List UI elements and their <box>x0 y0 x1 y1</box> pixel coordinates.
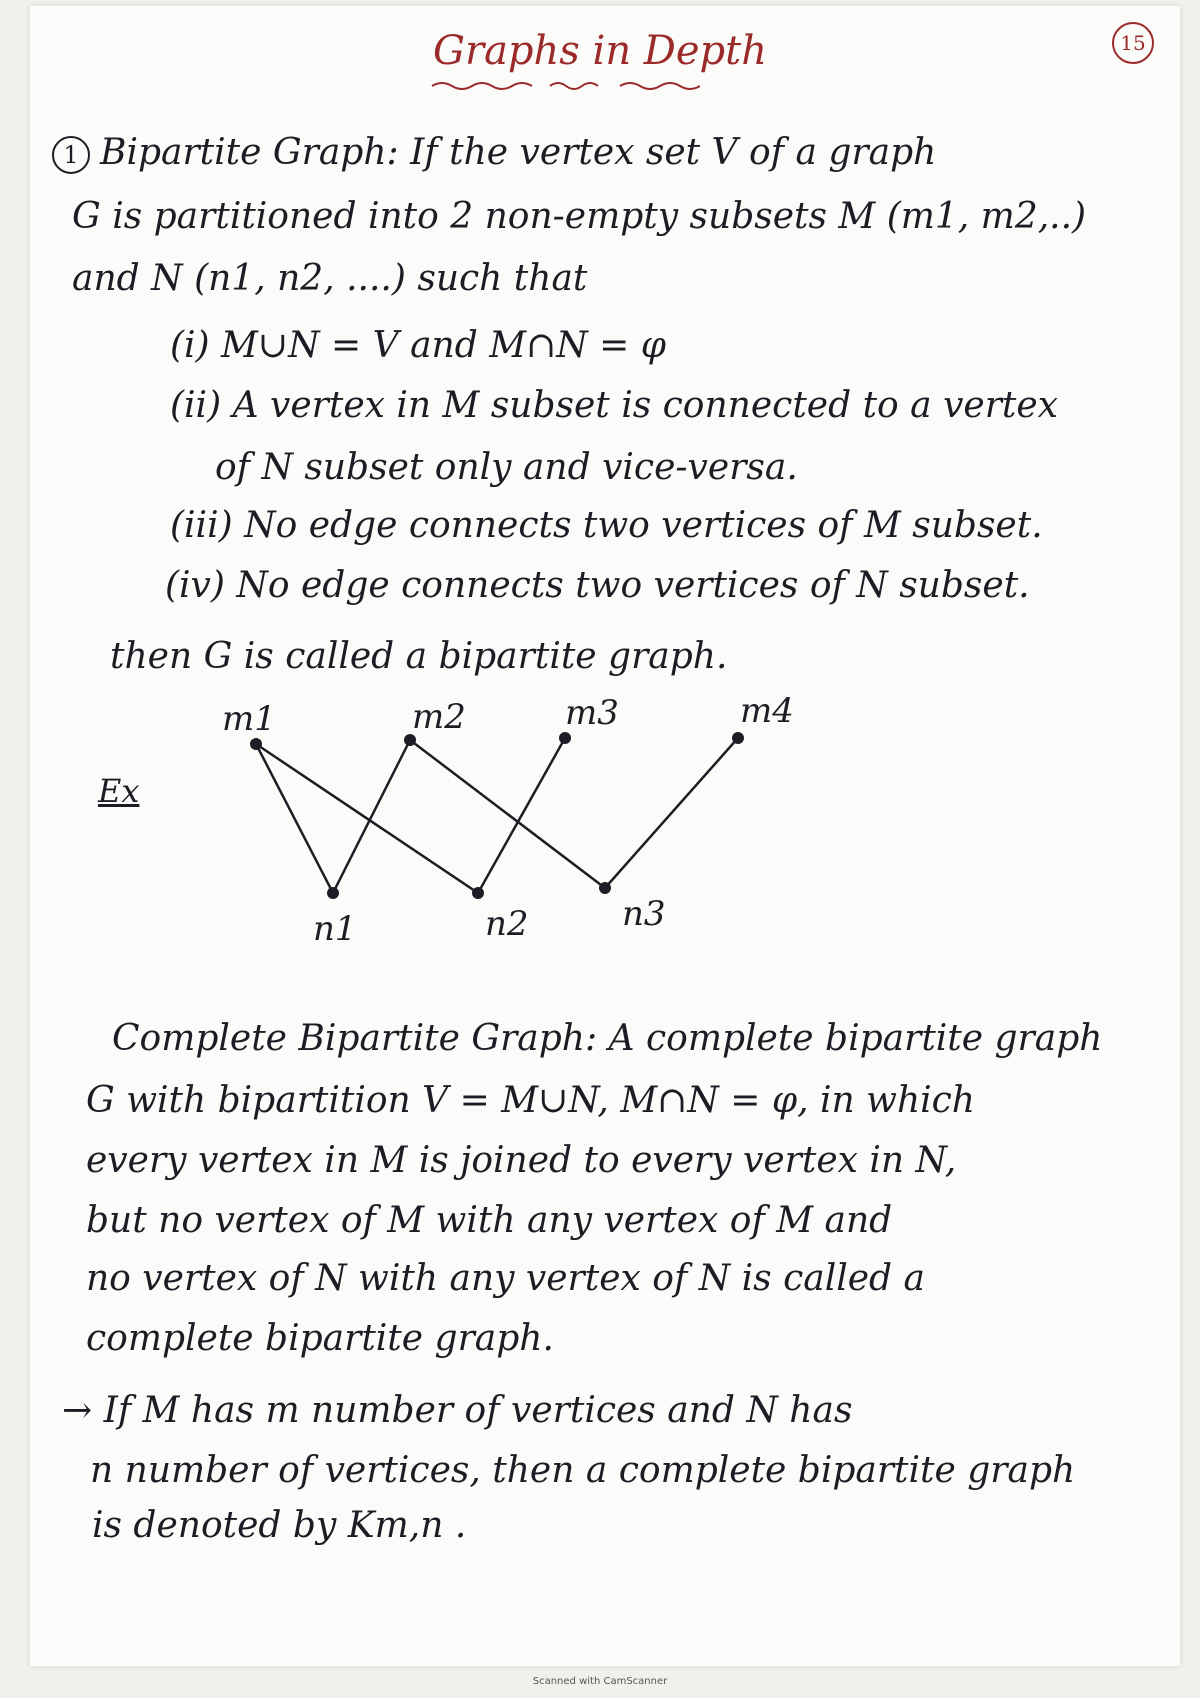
condition-4: (iv) No edge connects two vertices of N subset. <box>165 565 1030 606</box>
note-line-1: → If M has m number of vertices and N has <box>62 1390 853 1431</box>
scanner-watermark: Scanned with CamScanner <box>532 1676 668 1687</box>
edge-m4-n3 <box>605 738 738 888</box>
definition-line-2: G is partitioned into 2 non-empty subsets M (m1, m2,..) <box>72 196 1087 237</box>
label-n1: n1 <box>313 909 357 949</box>
note-line-2: n number of vertices, then a complete bipartite graph <box>90 1450 1076 1491</box>
condition-3: (iii) No edge connects two vertices of M subset. <box>170 505 1043 546</box>
vertex-labels <box>222 691 794 949</box>
condition-2: (ii) A vertex in M subset is connected to a vertex <box>170 385 1058 426</box>
complete-def-line-6: complete bipartite graph. <box>86 1318 554 1359</box>
example-label: Ex <box>98 772 140 810</box>
label-n2: n2 <box>485 904 529 944</box>
edge-m1-n1 <box>256 744 333 893</box>
vertex-n2 <box>472 887 484 899</box>
definition-line-1: 1 Bipartite Graph: If the vertex set V of a graph <box>52 132 936 174</box>
section-number: 1 <box>52 136 90 174</box>
condition-1: (i) M∪N = V and M∩N = φ <box>170 325 666 366</box>
edge-m3-n2 <box>478 738 565 893</box>
label-m4: m4 <box>740 691 794 731</box>
vertex-m3 <box>559 732 571 744</box>
label-m3: m3 <box>565 693 619 733</box>
complete-def-line-5: no vertex of N with any vertex of N is called a <box>86 1258 926 1299</box>
page-number: 15 <box>1112 22 1154 64</box>
condition-2-cont: of N subset only and vice-versa. <box>215 447 798 488</box>
complete-def-line-2: G with bipartition V = M∪N, M∩N = φ, in which <box>86 1080 975 1121</box>
edge-m2-n1 <box>333 740 410 893</box>
note-line-3: is denoted by Km,n . <box>92 1505 467 1546</box>
definition-line-3: and N (n1, n2, ....) such that <box>72 258 588 299</box>
label-m1: m1 <box>222 699 276 739</box>
label-n3: n3 <box>622 894 666 934</box>
conclusion-line: then G is called a bipartite graph. <box>110 636 728 677</box>
vertex-m4 <box>732 732 744 744</box>
graph-edges <box>256 738 738 893</box>
complete-def-line-3: every vertex in M is joined to every vertex in N, <box>86 1140 957 1181</box>
vertex-n1 <box>327 887 339 899</box>
vertex-n3 <box>599 882 611 894</box>
complete-def-line-1: Complete Bipartite Graph: A complete bipartite graph <box>112 1018 1103 1059</box>
label-m2: m2 <box>412 697 466 737</box>
page-title: Graphs in Depth <box>433 28 767 74</box>
vertex-m1 <box>250 738 262 750</box>
complete-def-line-4: but no vertex of M with any vertex of M and <box>86 1200 893 1241</box>
